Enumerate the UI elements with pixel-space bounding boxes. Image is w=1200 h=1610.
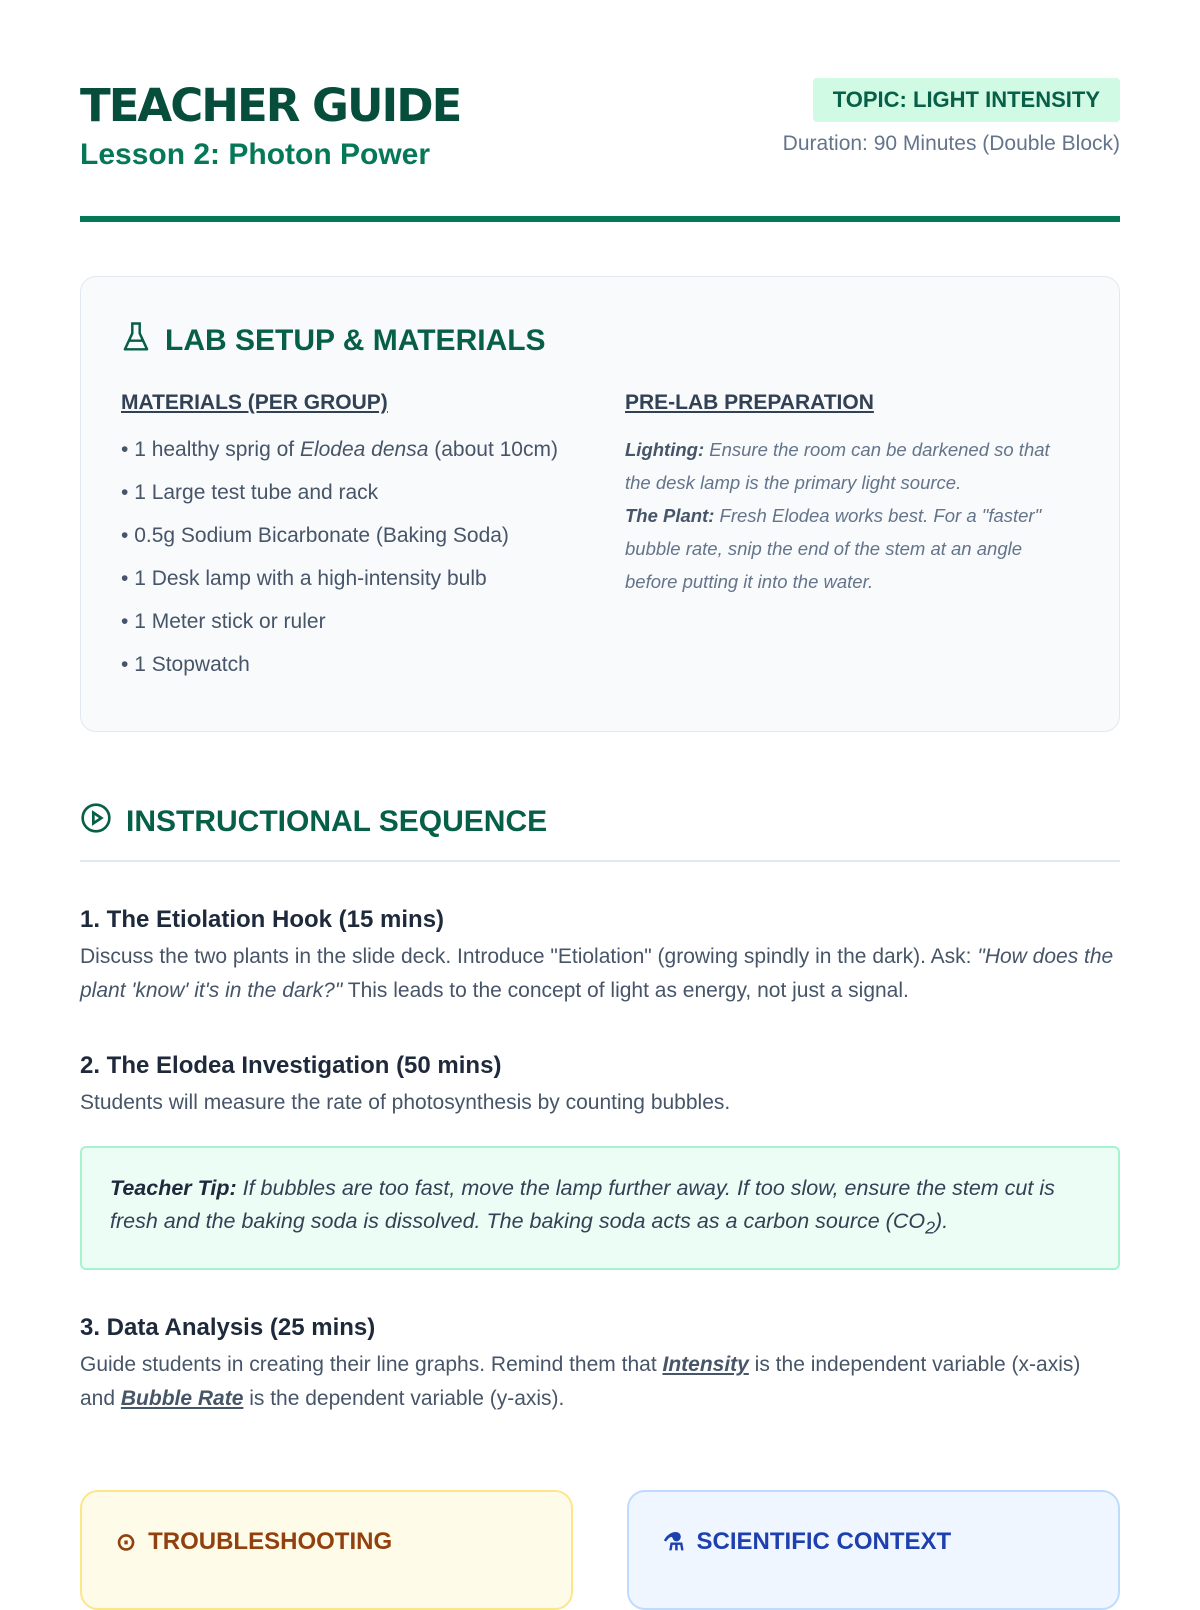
header bbox=[80, 78, 1120, 172]
page-title: TEACHER GUIDE bbox=[80, 79, 461, 132]
header-divider bbox=[80, 216, 1120, 222]
topic-badge: TOPIC: LIGHT INTENSITY bbox=[813, 78, 1120, 122]
step-2 bbox=[80, 1052, 1120, 1270]
lesson-subtitle: Lesson 2: Photon Power bbox=[80, 138, 431, 171]
materials-list bbox=[121, 433, 575, 681]
prep-heading: PRE-LAB PREPARATION bbox=[625, 391, 874, 414]
list-item: • 1 Desk lamp with a high-intensity bulb bbox=[121, 562, 575, 595]
materials-heading: MATERIALS (PER GROUP) bbox=[121, 391, 388, 414]
troubleshooting-card: ⊙ TROUBLESHOOTING bbox=[80, 1490, 573, 1610]
list-item: • 1 Stopwatch bbox=[121, 648, 575, 681]
microscope-icon: ⚗ bbox=[663, 1529, 685, 1557]
prep-notes: Lighting: Ensure the room can be darkened so that the desk lamp is the primary light source. The Plant: Fresh Elodea works best. For a "faster" bubble rate, snip the end of the stem at an angle before putting it into the water. bbox=[625, 439, 1050, 592]
instructional-sequence bbox=[80, 802, 1120, 1416]
step-1 bbox=[80, 906, 1120, 1008]
step-3 bbox=[80, 1314, 1120, 1416]
list-item: • 0.5g Sodium Bicarbonate (Baking Soda) bbox=[121, 519, 575, 552]
step-title: 2. The Elodea Investigation (50 mins) bbox=[80, 1052, 502, 1079]
scientific-context-card: ⚗ SCIENTIFIC CONTEXT bbox=[627, 1490, 1120, 1610]
alert-icon: ⊙ bbox=[116, 1529, 137, 1557]
sequence-title: INSTRUCTIONAL SEQUENCE bbox=[126, 805, 548, 838]
lab-setup-title: LAB SETUP & MATERIALS bbox=[165, 324, 546, 357]
list-item: • 1 Large test tube and rack bbox=[121, 476, 575, 509]
list-item: • 1 healthy sprig of Elodea densa (about 10cm) bbox=[121, 433, 575, 466]
duration-text: Duration: 90 Minutes (Double Block) bbox=[782, 132, 1120, 155]
play-circle-icon bbox=[80, 802, 112, 842]
teacher-tip: Teacher Tip: If bubbles are too fast, move the lamp further away. If too slow, ensure the stem cut is fresh and the baking soda is dissolved. The baking soda acts as a carbon source $(CO_2)$. bbox=[80, 1146, 1120, 1270]
step-text: Students will measure the rate of photosynthesis by counting bubbles. bbox=[80, 1091, 731, 1114]
list-item: • 1 Meter stick or ruler bbox=[121, 605, 575, 638]
step-text: Discuss the two plants in the slide deck. Introduce "Etiolation" (growing spindly in the dark). Ask: "How does the plant 'know' it's in the dark?" This leads to the concept of light as energy, not just a signal. bbox=[80, 945, 1114, 1002]
step-text: Guide students in creating their line graphs. Remind them that Intensity is the independent variable (x-axis) and Bubble Rate is the dependent variable (y-axis). bbox=[80, 1353, 1081, 1411]
step-title: 3. Data Analysis (25 mins) bbox=[80, 1314, 376, 1342]
lab-setup-card bbox=[80, 276, 1120, 732]
step-title: 1. The Etiolation Hook (15 mins) bbox=[80, 906, 445, 933]
flask-icon bbox=[121, 321, 151, 361]
